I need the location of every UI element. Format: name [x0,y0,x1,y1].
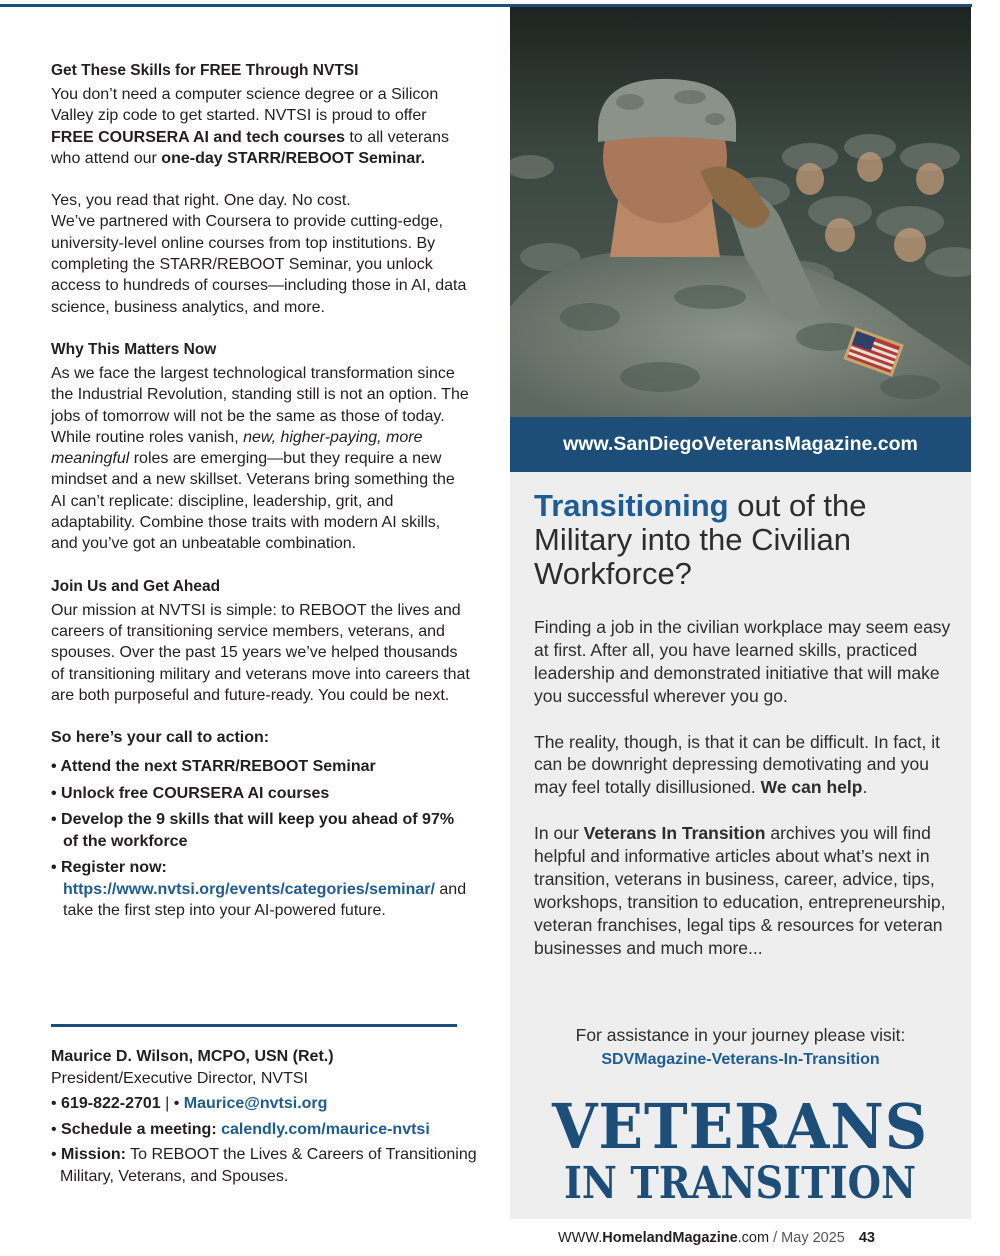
paragraph-why-now: As we face the largest technological transformation since the Industrial Revolution, standing still is not an option. The jobs of tomorrow will not be the same as those of today. While routine roles vanish, new, higher-paying, more meaningful roles are emerging—but they require a new mindset and a new skillset. Veterans bring something the AI can’t replicate: discipline, leadership, grit, and adaptability. Combine those traits with modern AI skills, and you’ve got an unbeatable combination. [51,364,469,553]
contact-line: • 619-822-2701 | • Maurice@nvtsi.org [51,1095,328,1112]
veterans-in-transition-link[interactable]: SDVMagazine-Veterans-In-Transition [601,1051,880,1068]
article-column [51,60,471,927]
page-number: 43 [858,1230,875,1246]
page-footer: WWW.HomelandMagazine.com / May 2025 43 [558,1230,875,1246]
list-item: • Register now: https://www.nvtsi.org/events/categories/seminar/ and take the first step into your AI-powered future. [51,859,467,920]
section-heading-join-us: Join Us and Get Ahead [51,577,221,595]
issue-date: May 2025 [781,1230,845,1246]
logo-line-1: VETERANS [551,1094,928,1163]
list-item: • Develop the 9 skills that will keep you ahead of 97% of the workforce [51,811,455,850]
saluting-soldier-photo [510,7,971,417]
calendly-link[interactable]: calendly.com/maurice-nvtsi [221,1120,430,1138]
soldier-illustration [510,7,971,417]
paragraph-coursera: Yes, you read that right. One day. No cost. We’ve partnered with Coursera to provide cutting-edge, university-level online courses from top institutions. By completing the STARR/REBOOT Seminar, you unlock access to hundreds of courses—including those in AI, data science, business analytics, and more. [51,192,467,316]
assistance-note: For assistance in your journey please visit: SDVMagazine-Veterans-In-Transition [575,1025,906,1068]
mission-line: • Mission: To REBOOT the Lives & Careers of Transitioning Military, Veterans, and Spouses. [51,1146,477,1185]
sidebar-headline: Transitioning out of the Military into the Civilian Workforce? [534,488,867,591]
seminar-link[interactable]: https://www.nvtsi.org/events/categories/seminar/ [63,880,435,898]
section-heading-free-skills: Get These Skills for FREE Through NVTSI [51,62,359,79]
list-item: • Attend the next STARR/REBOOT Seminar [51,758,376,776]
paragraph-archives: In our Veterans In Transition archives you will find helpful and informative articles about what’s next in transition, veterans in business, career, advice, tips, workshops, transition to education, entrepreneurship, veteran franchises, legal tips & resources for veteran businesses and much more... [534,823,946,958]
call-to-action-title: So here’s your call to action: [51,729,270,747]
phone-number[interactable]: 619-822-2701 [61,1095,161,1112]
paragraph-reality: The reality, though, is that it can be difficult. In fact, it can be downright depressing demotivating and you may feel totally disillusioned. We can help. [534,731,940,798]
list-item: • Unlock free COURSERA AI courses [51,784,330,802]
author-title: President/Executive Director, NVTSI [51,1069,308,1087]
author-name: Maurice D. Wilson, MCPO, USN (Ret.) [51,1048,334,1065]
schedule-line: • Schedule a meeting: calendly.com/maurice-nvtsi [51,1120,430,1138]
email-link[interactable]: Maurice@nvtsi.org [183,1095,328,1112]
signature-block [51,1046,481,1187]
signature-divider [51,1024,457,1027]
paragraph-mission: Our mission at NVTSI is simple: to REBOOT the lives and careers of transitioning service members, veterans, and spouses. Over the past 15 years we’ve helped thousands of transitioning military and veterans move into careers that are both purposeful and future-ready. You could be next. [51,601,470,704]
section-heading-why-now: Why This Matters Now [51,340,217,358]
call-to-action-list [51,756,471,922]
paragraph-free-courses: You don’t need a computer science degree or a Silicon Valley zip code to get started. NVTSI is proud to offer FREE COURSERA AI and tech courses to all veterans who attend our one-day STARR/REBOOT Seminar. [51,86,450,167]
paragraph-finding-job: Finding a job in the civilian workplace may seem easy at first. After all, you have learned skills, practiced leadership and demonstrated initiative that will make you successful wherever you go. [534,617,951,706]
magazine-url-banner[interactable]: www.SanDiegoVeteransMagazine.com [510,417,971,472]
logo-line-2: IN TRANSITION [564,1158,916,1204]
veterans-in-transition-logo [548,1094,932,1204]
sidebar-body [534,616,954,982]
